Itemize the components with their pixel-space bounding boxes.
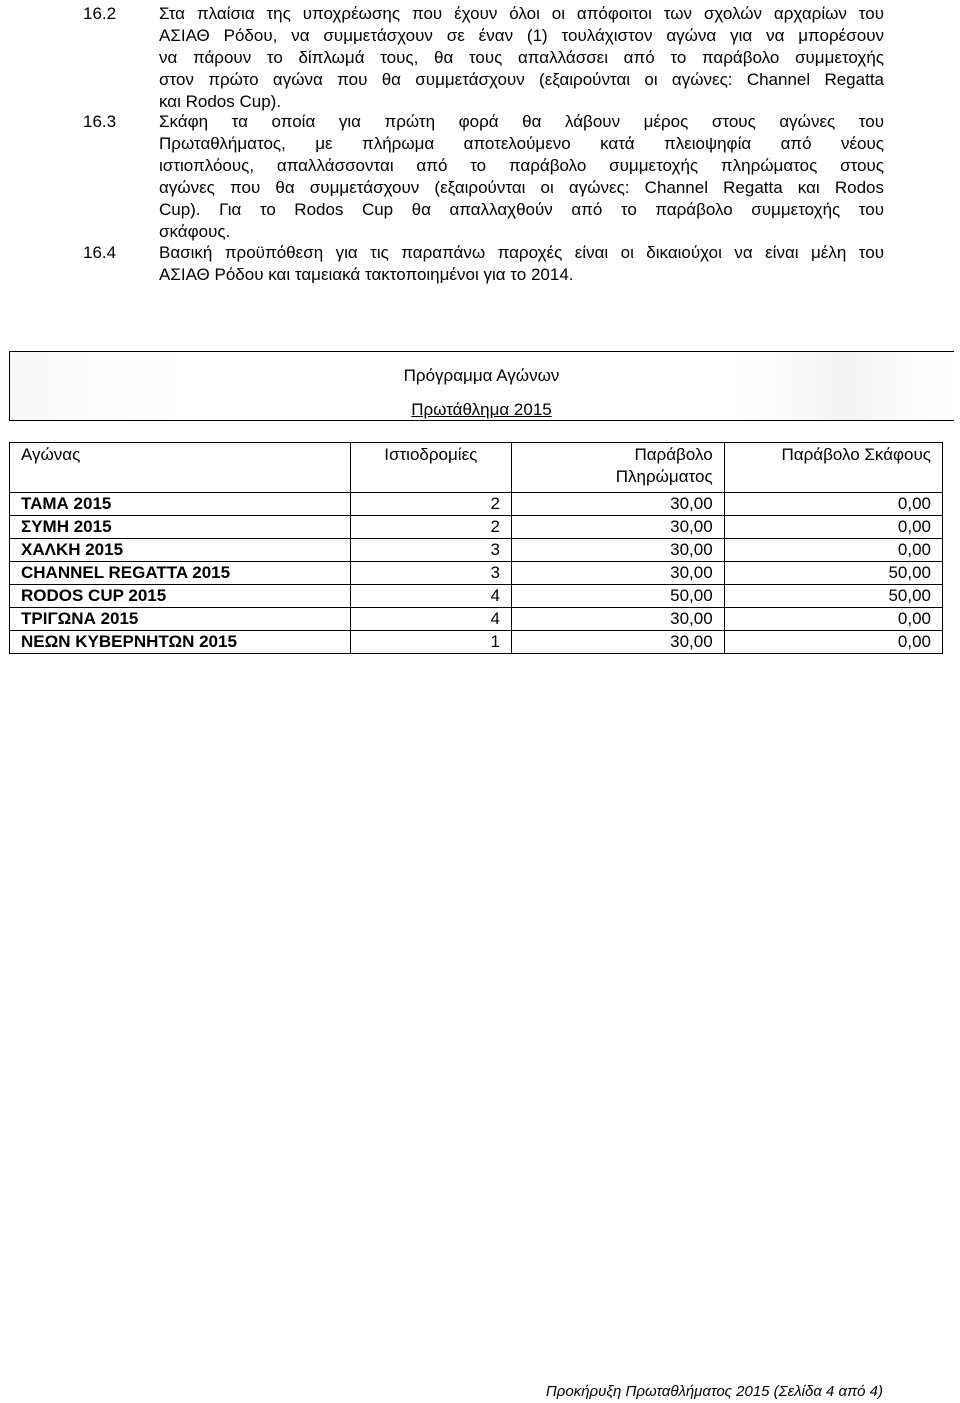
- cell-race: ΧΑΛΚΗ 2015: [10, 539, 351, 562]
- page-footer: Προκήρυξη Πρωταθλήματος 2015 (Σελίδα 4 από 4): [545, 1383, 883, 1400]
- table-row: [10, 539, 943, 562]
- cell-courses: 1: [350, 631, 511, 654]
- table-header-row: [10, 443, 943, 493]
- clause-text: [159, 242, 884, 286]
- cell-crew-fee: 30,00: [512, 608, 725, 631]
- clause-number: 16.4: [83, 243, 117, 262]
- cell-race: RODOS CUP 2015: [10, 585, 351, 608]
- clause-number: 16.2: [83, 4, 117, 23]
- cell-boat-fee: 0,00: [724, 539, 942, 562]
- program-header-box: [9, 351, 954, 421]
- races-table: [9, 442, 943, 654]
- clause-line: ιστιοπλόους, απαλλάσσονται από το παράβολο συμμετοχής πληρώματος στους: [159, 156, 884, 175]
- clause-line: ΑΣΙΑΘ Ρόδου και ταμειακά τακτοποιημένοι για το 2014.: [159, 265, 574, 284]
- header-race: Αγώνας: [10, 443, 351, 493]
- cell-courses: 3: [350, 562, 511, 585]
- table-row: [10, 516, 943, 539]
- cell-courses: 3: [350, 539, 511, 562]
- table-row: [10, 562, 943, 585]
- clause-line: Πρωταθλήματος, με πλήρωμα αποτελούμενο κατά πλειοψηφία από νέους: [159, 134, 884, 153]
- clause-line: Σκάφη τα οποία για πρώτη φορά θα λάβουν μέρος στους αγώνες του: [159, 112, 884, 131]
- cell-crew-fee: 30,00: [512, 516, 725, 539]
- program-title: Πρόγραμμα Αγώνων: [403, 366, 560, 385]
- clause-text: [159, 3, 884, 113]
- cell-courses: 2: [350, 516, 511, 539]
- clause-line: αγώνες που θα συμμετάσχουν (εξαιρούνται οι αγώνες: Channel Regatta και Rodos: [159, 178, 884, 197]
- cell-crew-fee: 30,00: [512, 493, 725, 516]
- clause-line: και Rodos Cup).: [159, 92, 282, 111]
- cell-courses: 2: [350, 493, 511, 516]
- cell-boat-fee: 50,00: [724, 562, 942, 585]
- header-boat-fee: Παράβολο Σκάφους: [724, 443, 942, 493]
- cell-race: CHANNEL REGATTA 2015: [10, 562, 351, 585]
- cell-boat-fee: 0,00: [724, 608, 942, 631]
- cell-boat-fee: 0,00: [724, 493, 942, 516]
- header-crew-fee: [512, 443, 725, 493]
- cell-crew-fee: 30,00: [512, 562, 725, 585]
- clause-number: 16.3: [83, 112, 117, 131]
- clause-line: να πάρουν το δίπλωμά τους, θα τους απαλλάσσει από το παράβολο συμμετοχής: [159, 48, 884, 67]
- cell-crew-fee: 30,00: [512, 631, 725, 654]
- clause-text: [159, 111, 884, 243]
- clause-line: Στα πλαίσια της υποχρέωσης που έχουν όλοι οι απόφοιτοι των σχολών αρχαρίων του: [159, 4, 884, 23]
- clause-line: Βασική προϋπόθεση για τις παραπάνω παροχές είναι οι δικαιούχοι να είναι μέλη του: [159, 243, 884, 262]
- cell-race: ΝΕΩΝ ΚΥΒΕΡΝΗΤΩΝ 2015: [10, 631, 351, 654]
- clause-line: ΑΣΙΑΘ Ρόδου, να συμμετάσχουν σε έναν (1) τουλάχιστον αγώνα για να μπορέσουν: [159, 26, 884, 45]
- program-subtitle-text: Πρωτάθλημα 2015: [411, 400, 552, 419]
- cell-boat-fee: 50,00: [724, 585, 942, 608]
- cell-boat-fee: 0,00: [724, 631, 942, 654]
- table-row: [10, 493, 943, 516]
- clause-line: σκάφους.: [159, 222, 231, 241]
- table-row: [10, 585, 943, 608]
- header-crew-fee-line1: Παράβολο: [634, 445, 713, 464]
- cell-boat-fee: 0,00: [724, 516, 942, 539]
- cell-race: ΣΥΜΗ 2015: [10, 516, 351, 539]
- cell-race: ΤΑΜΑ 2015: [10, 493, 351, 516]
- clause-line: στον πρώτο αγώνα που θα συμμετάσχουν (εξαιρούνται οι αγώνες: Channel Regatta: [159, 70, 884, 89]
- header-courses: Ιστιοδρομίες: [350, 443, 511, 493]
- cell-courses: 4: [350, 585, 511, 608]
- clause-line: Cup). Για το Rodos Cup θα απαλλαχθούν από το παράβολο συμμετοχής του: [159, 200, 884, 219]
- cell-race: ΤΡΙΓΩΝΑ 2015: [10, 608, 351, 631]
- program-subtitle: [10, 399, 953, 421]
- table-row: [10, 608, 943, 631]
- cell-crew-fee: 50,00: [512, 585, 725, 608]
- cell-crew-fee: 30,00: [512, 539, 725, 562]
- table-row: [10, 631, 943, 654]
- cell-courses: 4: [350, 608, 511, 631]
- header-crew-fee-line2: Πληρώματος: [615, 467, 713, 486]
